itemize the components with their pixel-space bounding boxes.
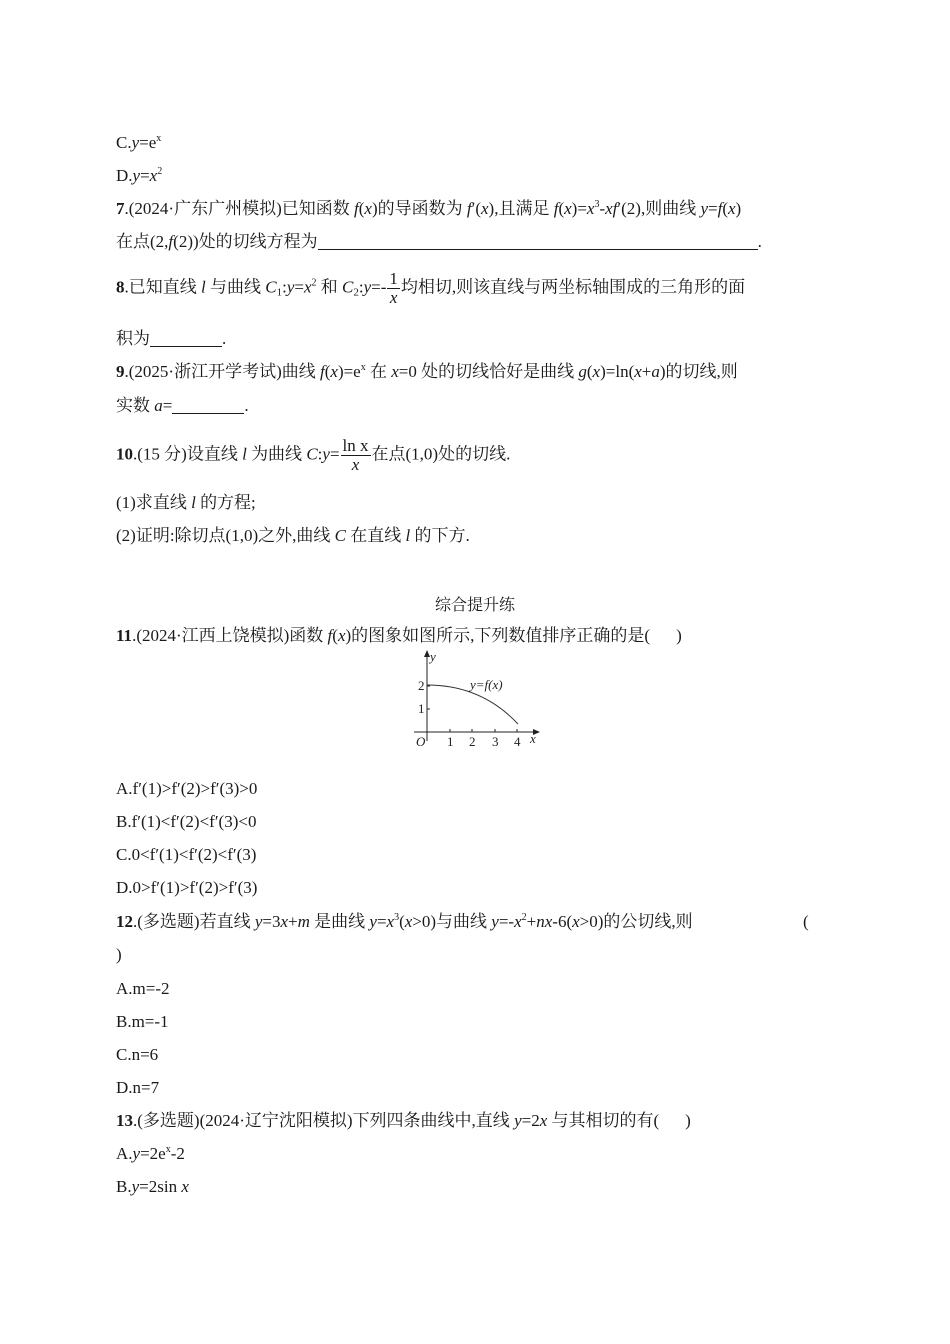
answer-blank[interactable] — [318, 234, 758, 250]
q11-option-c: C.0<f′(1)<f′(2)<f′(3) — [116, 845, 257, 864]
q11-option-b: B.f′(1)<f′(2)<f′(3)<0 — [116, 812, 257, 831]
q10-fraction: $\frac{\text{ln x}}{x}$ — [342, 436, 369, 474]
q6-option-c: $C.y=e^x$ — [116, 133, 162, 152]
q12-option-b: B.m=-1 — [116, 1012, 169, 1031]
section-title: 综合提升练 — [434, 595, 515, 614]
q12-option-d: D.n=7 — [116, 1078, 160, 1097]
x-tick-label-1: 1 — [447, 734, 454, 749]
y-tick-label-2: 2 — [418, 678, 425, 693]
q10-part1: (1)求直线 l 的方程; — [116, 493, 256, 512]
x-axis-label: x — [530, 731, 536, 746]
q13-option-a: $A.y=2e^x-2$ — [116, 1144, 185, 1163]
q9-line2: 实数 a= . — [116, 396, 249, 415]
curve-label: y=f(x) — [470, 677, 503, 692]
x-tick-label-3: 3 — [492, 734, 499, 749]
q8-line2: 积为 . — [116, 329, 227, 348]
q7-line2: 在点(2,f(2))处的切线方程为 . — [116, 232, 762, 251]
q13-option-b: B.y=2sin x — [116, 1177, 189, 1196]
answer-blank[interactable] — [150, 331, 222, 347]
q12-answer-paren-open: ( — [803, 912, 809, 931]
q12-answer-paren-close: ) — [116, 945, 122, 964]
q7-line1: 7.(2024·广东广州模拟)已知函数 f(x)的导函数为 f′(x),且满足 $f(x)=x^3-xf'(2)$,则曲线 y=f(x) — [116, 199, 742, 218]
origin-label: O — [416, 734, 426, 749]
x-tick-label-4: 4 — [514, 734, 521, 749]
y-tick-label-1: 1 — [418, 701, 425, 716]
q8-fraction: $\frac{1}{x}$ — [389, 269, 398, 307]
x-tick-label-2: 2 — [469, 734, 476, 749]
y-axis-label: y — [430, 649, 436, 664]
q10-part2: (2)证明:除切点(1,0)之外,曲线 C 在直线 l 的下方. — [116, 526, 470, 545]
q11-stem: 11.(2024·江西上饶模拟)函数 f(x)的图象如图所示,下列数值排序正确的是( ) — [116, 626, 682, 645]
q12-option-c: C.n=6 — [116, 1045, 159, 1064]
q12-stem: 12.(多选题)若直线 y=3x+m 是曲线 $y=x^3(x>0)$与曲线 $y=-x^2+nx-6(x>0)$的公切线,则 — [116, 912, 693, 931]
q13-stem: 13.(多选题)(2024·辽宁沈阳模拟)下列四条曲线中,直线 y=2x 与其相切的有( ) — [116, 1111, 691, 1130]
q6-option-d: $D.y=x^2$ — [116, 166, 163, 185]
q10-line1: 10.(15 分)设直线 l 为曲线 C:y= $\frac{\text{ln x}}{x}$ 在点(1,0)处的切线. — [116, 436, 511, 474]
q11-option-d: D.0>f′(1)>f′(2)>f′(3) — [116, 878, 258, 897]
q11-function-graph — [408, 645, 548, 753]
q8-line1: 8.已知直线 l 与曲线 $C_1:y=x^2$ 和 $C_2:y=-$ $\frac{1}{x}$ 均相切,则该直线与两坐标轴围成的三角形的面 — [116, 269, 746, 307]
q11-option-a: A.f′(1)>f′(2)>f′(3)>0 — [116, 779, 258, 798]
answer-blank[interactable] — [172, 398, 244, 414]
q9-line1: 9.(2025·浙江开学考试)曲线 $f(x)=e^x$ 在 x=0 处的切线恰好是曲线 g(x)=ln(x+a)的切线,则 — [116, 362, 738, 381]
q12-option-a: A.m=-2 — [116, 979, 170, 998]
